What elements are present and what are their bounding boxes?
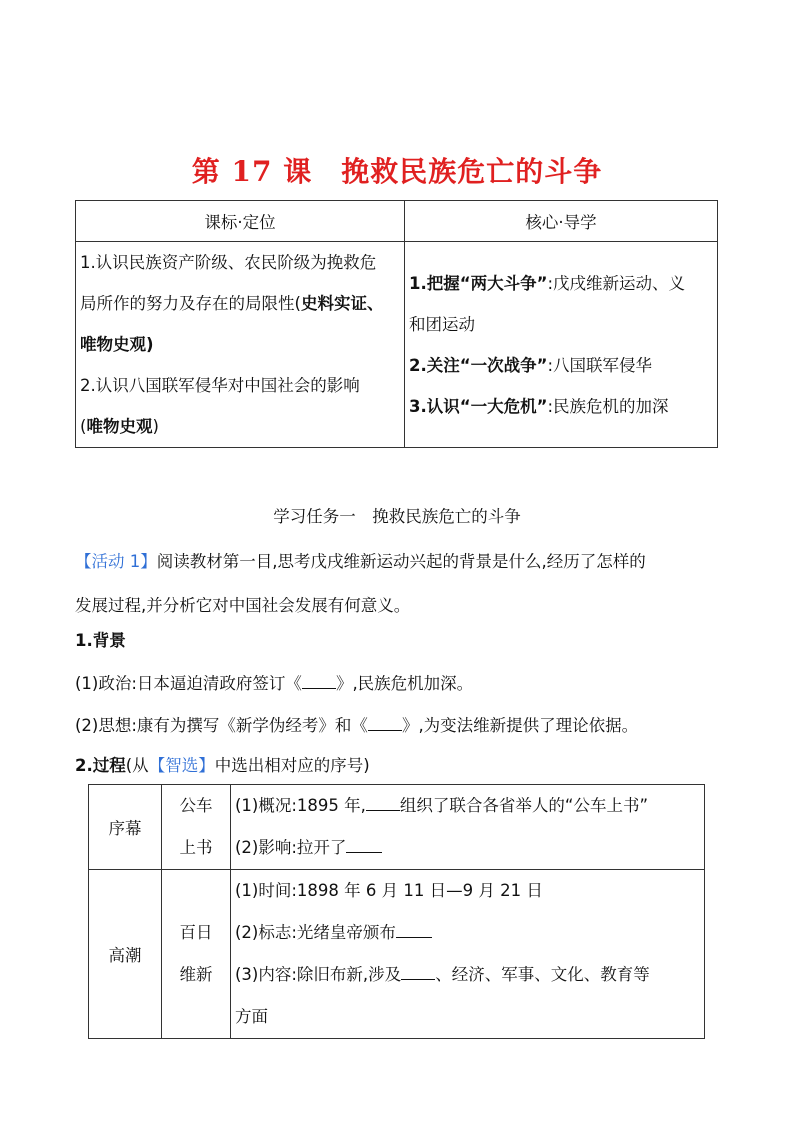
stage-cell: 序幕 (89, 785, 162, 870)
background-heading: 1.背景 (75, 631, 126, 650)
event-cell: 百日 维新 (162, 870, 231, 1039)
activity-paragraph (75, 540, 720, 628)
right-line-2: 和团运动 (409, 314, 475, 334)
left-line-4: 2.认识八国联军侵华对中国社会的影响 (80, 376, 360, 395)
detail-cell: (1)时间:1898 年 6 月 11 日—9 月 21 日 (2)标志:光绪皇帝颁布 (3)内容:除旧布新,涉及 、经济、军事、文化、教育等 方面 (231, 870, 705, 1039)
guide-header-row (76, 201, 718, 242)
activity-line-1: 【活动 1】阅读教材第一目,思考戊戌维新运动兴起的背景是什么,经历了怎样的 (75, 552, 646, 571)
guide-table (75, 200, 718, 448)
left-line-2: 局所作的努力及存在的局限性(史料实证、 (80, 294, 384, 313)
zhixuan-tag: 【智选】 (148, 756, 215, 775)
process-row-climax (89, 870, 705, 1039)
activity-line-2: 发展过程,并分析它对中国社会发展有何意义。 (75, 596, 411, 615)
answer-blank[interactable] (401, 963, 435, 980)
page-title (0, 150, 794, 190)
answer-blank[interactable] (368, 714, 402, 731)
guide-content-row (76, 242, 718, 448)
right-line-1: 1.把握“两大斗争”:戊戌维新运动、义 (409, 273, 685, 293)
task-heading: 学习任务一 挽救民族危亡的斗争 (273, 507, 521, 526)
event-cell: 公车 上书 (162, 785, 231, 870)
left-line-5: (唯物史观) (80, 417, 159, 436)
guide-right-cell (405, 242, 718, 448)
guide-header-right: 核心·导学 (405, 201, 718, 242)
left-line-1: 1.认识民族资产阶级、农民阶级为挽救危 (80, 253, 377, 272)
activity-tag: 【活动 1】 (75, 552, 157, 571)
left-line-3: 唯物史观) (80, 335, 154, 354)
guide-header-left: 课标·定位 (76, 201, 405, 242)
title-prefix: 第 (191, 155, 221, 188)
process-table (88, 784, 705, 1039)
process-row-prelude (89, 785, 705, 870)
answer-blank[interactable] (396, 921, 432, 938)
stage-cell: 高潮 (89, 870, 162, 1039)
background-thought: (2)思想:康有为撰写《新学伪经考》和《 》,为变法维新提供了理论依据。 (75, 716, 639, 735)
title-text: 课 挽救民族危亡的斗争 (283, 155, 603, 188)
right-line-3: 2.关注“一次战争”:八国联军侵华 (409, 355, 652, 375)
right-line-4: 3.认识“一大危机”:民族危机的加深 (409, 396, 669, 416)
lesson-number: 17 (231, 155, 273, 188)
guide-left-cell (76, 242, 405, 448)
answer-blank[interactable] (346, 836, 382, 853)
background-politics: (1)政治:日本逼迫清政府签订《 》,民族危机加深。 (75, 674, 474, 693)
process-heading: 2.过程(从【智选】中选出相对应的序号) (75, 756, 370, 775)
answer-blank[interactable] (366, 794, 400, 811)
answer-blank[interactable] (302, 672, 336, 689)
detail-cell: (1)概况:1895 年, 组织了联合各省举人的“公车上书” (2)影响:拉开了 (231, 785, 705, 870)
